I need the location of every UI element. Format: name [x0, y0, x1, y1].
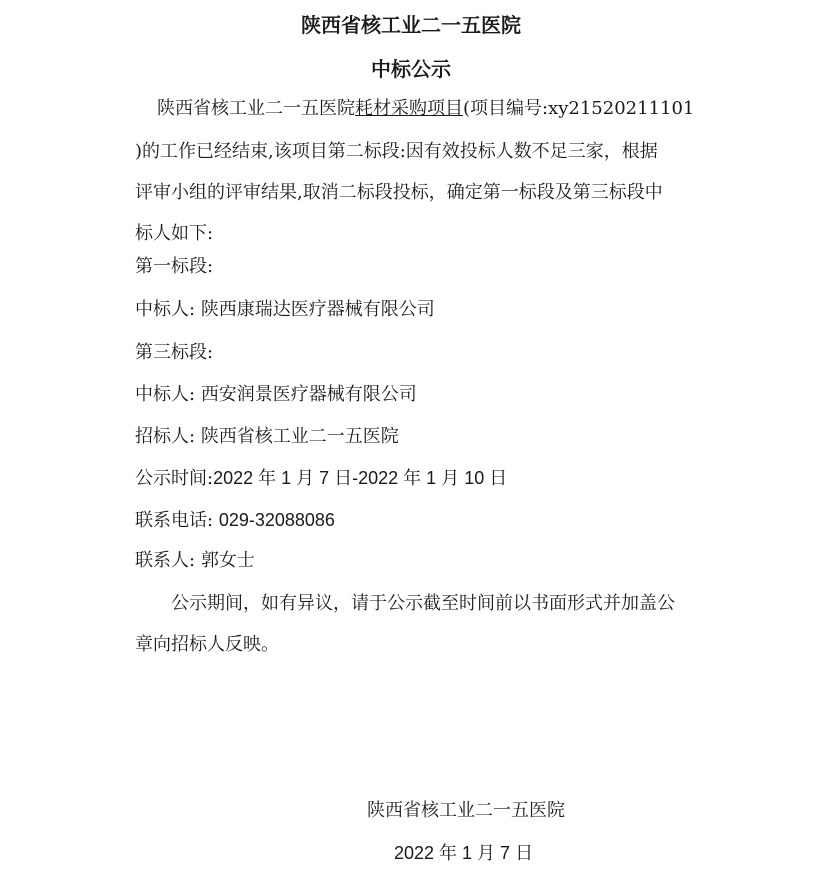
phone-line [135, 508, 335, 533]
tenderer-line [135, 425, 399, 449]
lot1-label: 第一标段: [135, 256, 214, 277]
lot1-winner [135, 298, 435, 322]
document-title: 陕西省核工业二一五医院 [301, 13, 521, 37]
intro-line-2: )的工作已经结束,该项目第二标段:因有效投标人数不足三家，根据 [135, 141, 658, 162]
notice-line-1: 公示期间，如有异议，请于公示截至时间前以书面形式并加盖公 [171, 593, 675, 614]
tenderer-label: 招标人: [135, 426, 196, 447]
phone-label: 联系电话: [135, 510, 214, 531]
signature-date: 2022 年 1 月 7 日 [394, 843, 534, 863]
notice-line-2: 章向招标人反映。 [135, 634, 279, 655]
contact-line [135, 549, 255, 573]
lot3-winner-label: 中标人: [135, 384, 196, 405]
tenderer-value: 陕西省核工业二一五医院 [200, 426, 399, 447]
period-label: 公示时间: [135, 468, 214, 489]
period-value: 2022 年 1 月 7 日-2022 年 1 月 10 日 [213, 468, 508, 488]
phone-value: 029-32088086 [218, 510, 335, 530]
intro-line-4: 标人如下: [135, 223, 214, 244]
lot3-label: 第三标段: [135, 342, 214, 363]
period-line [135, 466, 507, 491]
contact-value: 郭女士 [200, 550, 255, 571]
intro-line-1 [157, 97, 694, 121]
lot1-winner-name: 陕西康瑞达医疗器械有限公司 [200, 299, 435, 320]
lot3-winner [135, 383, 417, 407]
lot1-winner-label: 中标人: [135, 299, 196, 320]
document-subtitle: 中标公示 [371, 57, 451, 81]
intro-lead: 陕西省核工业二一五医院 [157, 98, 355, 119]
project-number: (项目编号:xy21520211101 [463, 98, 695, 119]
lot3-winner-name: 西安润景医疗器械有限公司 [200, 384, 417, 405]
contact-label: 联系人: [135, 550, 196, 571]
intro-line-3: 评审小组的评审结果,取消二标段投标，确定第一标段及第三标段中 [135, 182, 663, 203]
signature-org: 陕西省核工业二一五医院 [367, 800, 565, 821]
project-name: 耗材采购项目 [355, 98, 463, 119]
